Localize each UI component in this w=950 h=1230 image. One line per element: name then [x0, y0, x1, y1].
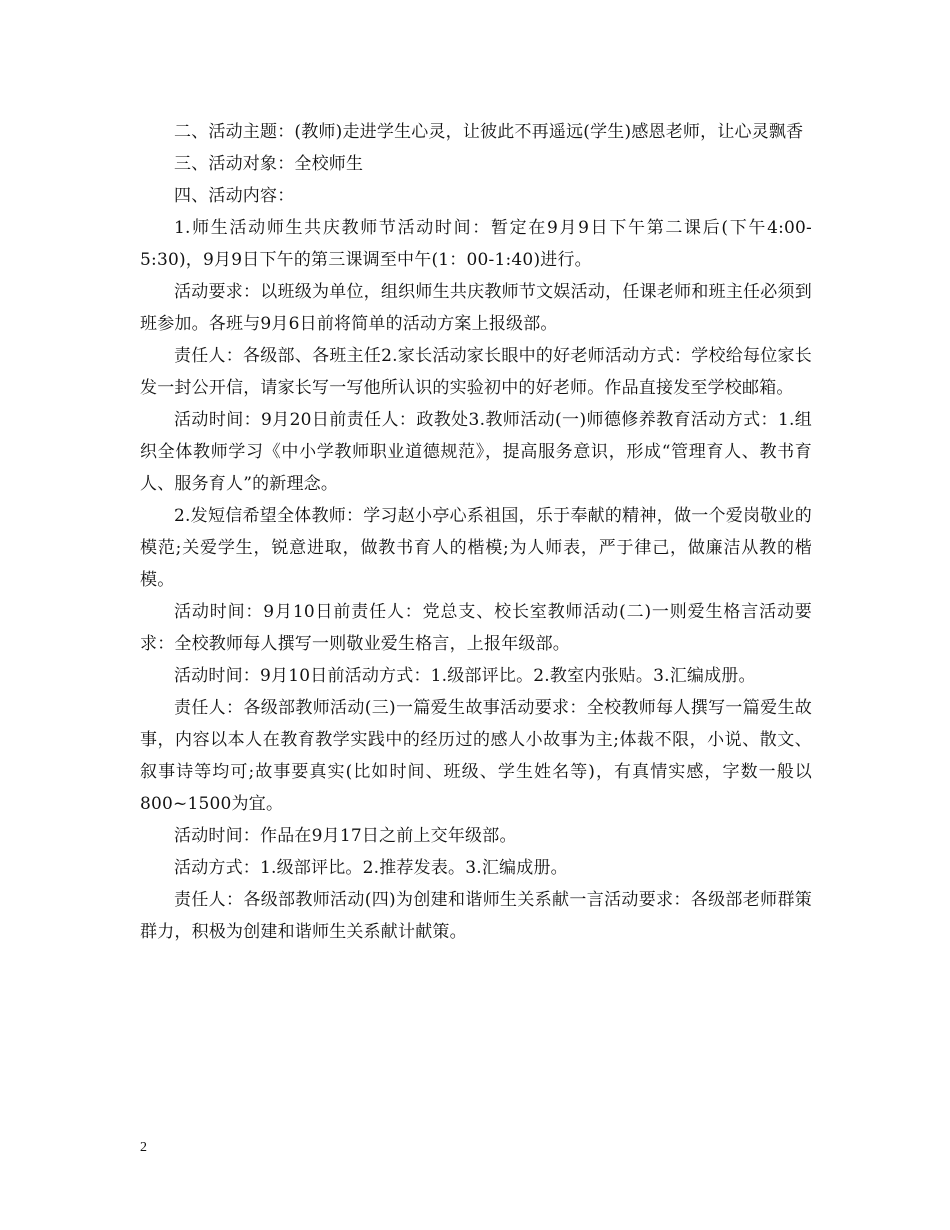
paragraph-activity-3-ethics: 活动时间：9月20日前责任人：政教处3.教师活动(一)师德修养教育活动方式：1.组织全体教师学习《中小学教师职业道德规范》，提高服务意识，形成“管理育人、教书育人、服务育人”的新理念。 [140, 410, 812, 494]
paragraph-story-method: 活动方式：1.级部评比。2.推荐发表。3.汇编成册。 [174, 858, 568, 878]
paragraph-activity-2: 责任人：各级部、各班主任2.家长活动家长眼中的好老师活动方式：学校给每位家长发一封公开信，请家长写一写他所认识的实验初中的好老师。作品直接发至学校邮箱。 [140, 346, 812, 398]
paragraph-story-activity: 责任人：各级部教师活动(三)一篇爱生故事活动要求：全校教师每人撰写一篇爱生故事，内容以本人在教育教学实践中的经历过的感人小故事为主;体裁不限，小说、散文、叙事诗等均可;故事要真实(比如时间、班级、学生姓名等)，有真情实感，字数一般以800~1500为宜。 [140, 698, 812, 814]
document-body [140, 116, 812, 948]
page-number: 2 [140, 1140, 147, 1155]
paragraph-harmony-activity: 责任人：各级部教师活动(四)为创建和谐师生关系献一言活动要求：各级部老师群策群力，积极为创建和谐师生关系献计献策。 [140, 890, 812, 942]
paragraph-story-time: 活动时间：作品在9月17日之前上交年级部。 [174, 826, 517, 846]
paragraph-motto-method: 活动时间：9月10日前活动方式：1.级部评比。2.教室内张贴。3.汇编成册。 [174, 666, 756, 686]
paragraph-audience: 三、活动对象：全校师生 [174, 154, 364, 174]
paragraph-activity-1-requirements: 活动要求：以班级为单位，组织师生共庆教师节文娱活动，任课老师和班主任必须到班参加。各班与9月6日前将简单的活动方案上报级部。 [140, 282, 812, 334]
paragraph-sms-message: 2.发短信希望全体教师：学习赵小亭心系祖国，乐于奉献的精神，做一个爱岗敬业的模范;关爱学生，锐意进取，做教书育人的楷模;为人师表，严于律己，做廉洁从教的楷模。 [140, 506, 812, 590]
paragraph-activity-1-time: 1.师生活动师生共庆教师节活动时间：暂定在9月9日下午第二课后(下午4:00-5:30)，9月9日下午的第三课调至中午(1：00-1:40)进行。 [140, 218, 812, 270]
paragraph-theme: 二、活动主题：(教师)走进学生心灵，让彼此不再遥远(学生)感恩老师，让心灵飘香 [174, 122, 804, 142]
paragraph-content-heading: 四、活动内容： [174, 186, 295, 206]
paragraph-motto-activity: 活动时间：9月10日前责任人：党总支、校长室教师活动(二)一则爱生格言活动要求：全校教师每人撰写一则敬业爱生格言，上报年级部。 [140, 602, 812, 654]
